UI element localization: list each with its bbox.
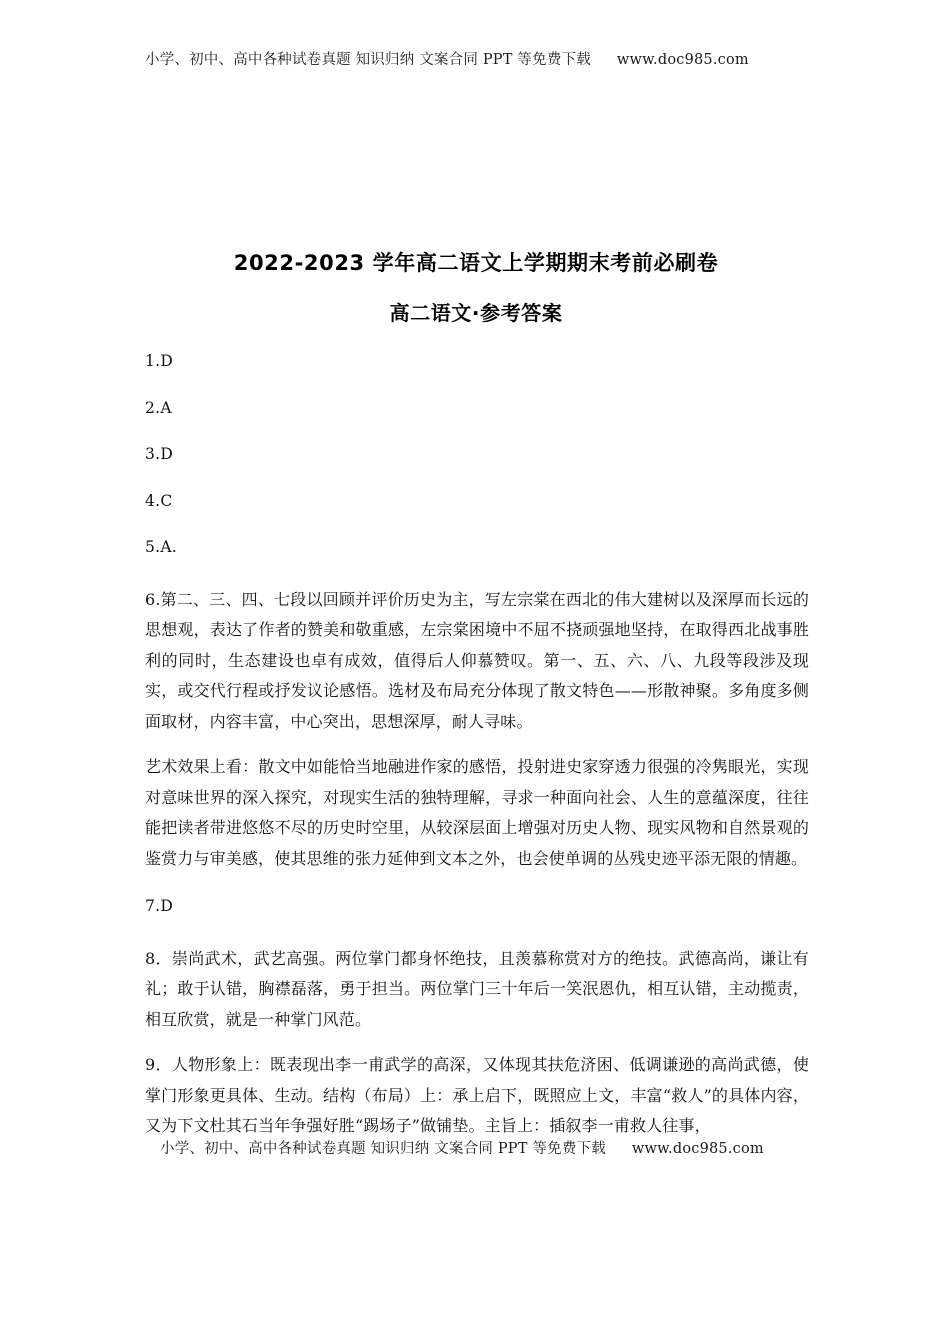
running-footer-promo-text: 小学、初中、高中各种试卷真题 知识归纳 文案合同 PPT 等免费下载: [160, 1141, 606, 1157]
spacer: [145, 887, 809, 897]
answer-item-3: 3.D: [145, 445, 174, 463]
running-header: [145, 50, 807, 70]
page-subtitle: 高二语文·参考答案: [389, 301, 563, 325]
answer-item-4: 4.C: [145, 491, 173, 510]
answer-content: [145, 352, 809, 1157]
answer-item-7: 7.D: [145, 897, 174, 915]
answer-item-6-paragraph-2: 艺术效果上看：散文中如能恰当地融进作家的感悟，投射进史家穿透力很强的冷隽眼光，实现对意味世界的深入探究，对现实生活的独特理解，寻求一种面向社会、人生的意蕴深度，往往能把读者带进悠悠不尽的历史时空里，从较深层面上增强对历史人物、现实风物和自然景观的鉴赏力与审美感，使其思维的张力延伸到文本之外，也会使单调的丛残史迹平添无限的情趣。: [145, 757, 809, 868]
running-footer-url: www.doc985.com: [631, 1141, 764, 1157]
running-header-promo-text: 小学、初中、高中各种试卷真题 知识归纳 文案合同 PPT 等免费下载: [145, 52, 591, 68]
answer-item-1: 1.D: [145, 352, 174, 370]
answer-item-9: 9．人物形象上：既表现出李一甫武学的高深，又体现其扶危济困、低调谦逊的高尚武德，使掌门形象更具体、生动。结构（布局）上：承上启下，既照应上文，丰富“救人”的具体内容，又为下文杜其石当年争强好胜“踢场子”做铺垫。主旨上：插叙李一甫救人往事，: [145, 1055, 809, 1135]
answer-item-5: 5.A.: [145, 538, 178, 556]
running-header-url: www.doc985.com: [616, 52, 749, 68]
running-footer: [160, 1139, 822, 1159]
answer-item-6-paragraph-1: 6.第二、三、四、七段以回顾并评价历史为主，写左宗棠在西北的伟大建树以及深厚而长远的思想观，表达了作者的赞美和敬重感，左宗棠困境中不屈不挠顽强地坚持，在取得西北战事胜利的同时，生态建设也卓有成效，值得后人仰慕赞叹。第一、五、六、八、九段等段涉及现实，或交代行程或抒发议论感悟。选材及布局充分体现了散文特色——形散神聚。多角度多侧面取材，内容丰富，中心突出，思想深厚，耐人寻味。: [145, 589, 809, 731]
answer-item-2: 2.A: [145, 398, 172, 417]
answer-item-8: 8．崇尚武术，武艺高强。两位掌门都身怀绝技，且羡慕称赏对方的绝技。武德高尚，谦让有礼；敢于认错，胸襟磊落，勇于担当。两位掌门三十年后一笑泯恩仇，相互认错，主动揽责，相互欣赏，就是一种掌门风范。: [145, 948, 809, 1029]
page-title: 2022-2023 学年高二语文上学期期末考前必刷卷: [233, 251, 719, 275]
